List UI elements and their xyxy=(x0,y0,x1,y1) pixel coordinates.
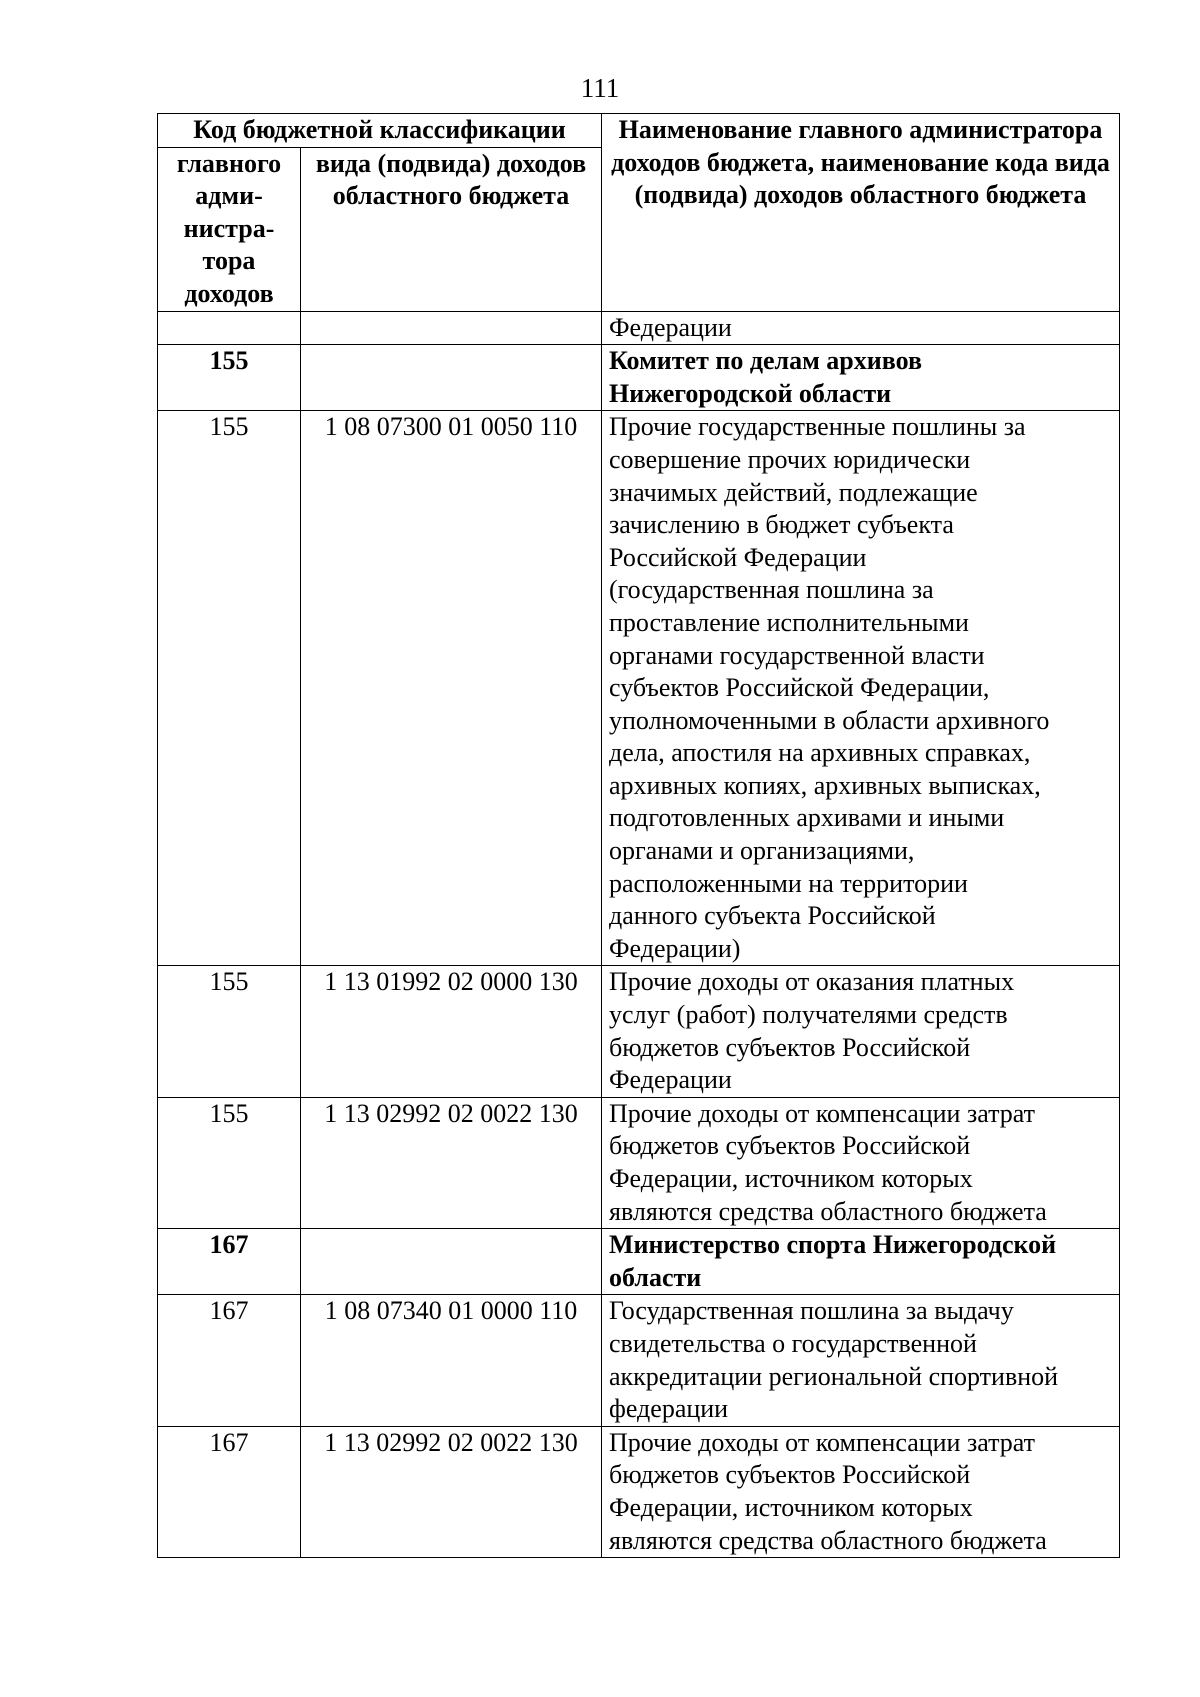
table-row xyxy=(158,966,1120,1097)
cell-admin-code: 155 xyxy=(158,411,301,966)
header-revenue-type-code: вида (подвида) доходов областного бюджета xyxy=(301,147,602,311)
cell-revenue-code: 1 13 02992 02 0022 130 xyxy=(301,1426,602,1557)
page-number: 111 xyxy=(580,73,620,103)
cell-name: Прочие доходы от компенсации затрат бюджетов субъектов Российской Федерации, источником которых являются средства областного бюджета xyxy=(602,1097,1120,1228)
cell-name: Прочие доходы от оказания платных услуг (работ) получателями средств бюджетов субъектов Российской Федерации xyxy=(602,966,1120,1097)
table-row xyxy=(158,1426,1120,1557)
cell-name: Прочие государственные пошлины за совершение прочих юридически значимых действий, подлежащие зачислению в бюджет субъекта Российской Федерации (государственная пошлина за проставление исполнительными органами государственной власти субъектов Российской Федерации, уполномоченными в области архивного дела, апостиля на архивных справках, архивных копиях, архивных выписках, подготовленных архивами и иными органами и организациями, расположенными на территории данного субъекта Российской Федерации) xyxy=(602,411,1120,966)
cell-name: Комитет по делам архивов Нижегородской области xyxy=(602,345,1120,411)
table-row xyxy=(158,1097,1120,1228)
cell-admin-code xyxy=(158,311,301,345)
cell-name: Прочие доходы от компенсации затрат бюджетов субъектов Российской Федерации, источником которых являются средства областного бюджета xyxy=(602,1426,1120,1557)
cell-revenue-code xyxy=(301,1229,602,1295)
cell-name: Министерство спорта Нижегородской области xyxy=(602,1229,1120,1295)
cell-name: Федерации xyxy=(602,311,1120,345)
cell-admin-code: 167 xyxy=(158,1229,301,1295)
cell-revenue-code xyxy=(301,311,602,345)
table-row-administrator xyxy=(158,345,1120,411)
table-row xyxy=(158,411,1120,966)
cell-revenue-code: 1 13 02992 02 0022 130 xyxy=(301,1097,602,1228)
cell-revenue-code: 1 08 07340 01 0000 110 xyxy=(301,1295,602,1426)
cell-admin-code: 155 xyxy=(158,1097,301,1228)
cell-admin-code: 167 xyxy=(158,1426,301,1557)
header-budget-classification-code: Код бюджетной классификации xyxy=(158,114,602,148)
cell-revenue-code xyxy=(301,345,602,411)
header-main-administrator: главного адми- нистра- тора доходов xyxy=(158,147,301,311)
cell-admin-code: 155 xyxy=(158,966,301,1097)
table-row-administrator xyxy=(158,1229,1120,1295)
cell-admin-code: 155 xyxy=(158,345,301,411)
table-row xyxy=(158,311,1120,345)
header-administrator-name: Наименование главного администратора доходов бюджета, наименование кода вида (подвида) доходов областного бюджета xyxy=(602,114,1120,312)
table-row xyxy=(158,1295,1120,1426)
table-body xyxy=(158,311,1120,1558)
cell-revenue-code: 1 08 07300 01 0050 110 xyxy=(301,411,602,966)
budget-classification-table xyxy=(157,113,1120,1558)
header-row-group xyxy=(158,114,1120,148)
cell-revenue-code: 1 13 01992 02 0000 130 xyxy=(301,966,602,1097)
cell-admin-code: 167 xyxy=(158,1295,301,1426)
cell-name: Государственная пошлина за выдачу свидетельства о государственной аккредитации региональной спортивной федерации xyxy=(602,1295,1120,1426)
